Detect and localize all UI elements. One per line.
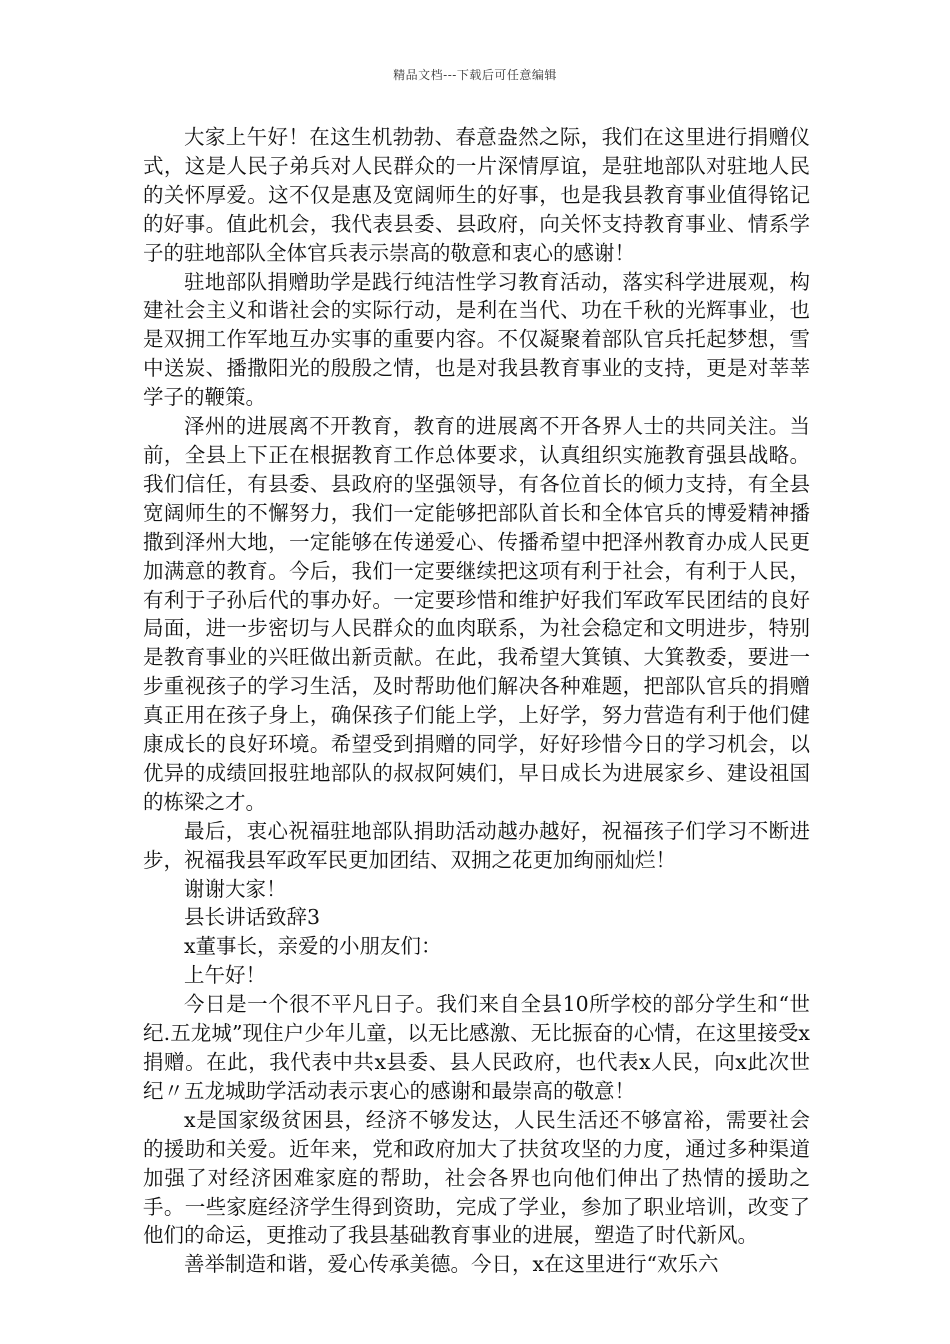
paragraph-extraordinary-day: 今日是一个很不平凡日子。我们来自全县10所学校的部分学生和“世纪.五龙城”现住户少年儿童，以无比感激、无比振奋的心情，在这里接受x捐赠。在此，我代表中共x县委、县人民政府，也代表x人民，向x此次世纪〃五龙城助学活动表示衷心的感谢和最崇高的敬意！: [143, 992, 810, 1103]
paragraph-good-deeds: 善举制造和谐，爱心传承美德。今日，x在这里进行“欢乐六: [184, 1252, 719, 1277]
paragraph-opening-greeting: 大家上午好！在这生机勃勃、春意盎然之际，我们在这里进行捐赠仪式，这是人民子弟兵对人民群众的一片深情厚谊，是驻地部队对驻地人民的关怀厚爱。这不仅是惠及宽阔师生的好事，也是我县教育事业值得铭记的好事。值此机会，我代表县委、县政府，向关怀支持教育事业、情系学子的驻地部队全体官兵表示崇高的敬意和衷心的感谢！: [143, 125, 810, 265]
paragraph-good-morning: 上午好！: [184, 963, 266, 988]
document-body: [143, 123, 810, 1279]
paragraph-poverty-county: x是国家级贫困县，经济不够发达，人民生活还不够富裕，需要社会的援助和关爱。近年来，党和政府加大了扶贫攻坚的力度，通过多种渠道加强了对经济困难家庭的帮助，社会各界也向他们伸出了热情的援助之手。一些家庭经济学生得到资助，完成了学业，参加了职业培训，改变了他们的命运，更推动了我县基础教育事业的进展，塑造了时代新风。: [143, 1107, 810, 1248]
section-heading: 县长讲话致辞3: [184, 905, 321, 930]
paragraph-donation-significance: 驻地部队捐赠助学是践行纯洁性学习教育活动，落实科学进展观，构建社会主义和谐社会的实际行动，是利在当代、功在千秋的光辉事业，也是双拥工作军地互办实事的重要内容。不仅凝聚着部队官兵托起梦想，雪中送炭、播撒阳光的殷殷之情，也是对我县教育事业的支持，更是对莘莘学子的鞭策。: [143, 269, 810, 410]
paragraph-closing-wishes: 最后，衷心祝福驻地部队捐助活动越办越好，祝福孩子们学习不断进步，祝福我县军政军民更加团结、双拥之花更加绚丽灿烂！: [143, 818, 810, 872]
paragraph-salutation: x董事长，亲爱的小朋友们：: [184, 934, 442, 959]
paragraph-education-development: 泽州的进展离不开教育，教育的进展离不开各界人士的共同关注。当前，全县上下正在根据教育工作总体要求，认真组织实施教育强县战略。我们信任，有县委、县政府的坚强领导，有各位首长的倾力支持，有全县宽阔师生的不懈努力，我们一定能够把部队首长和全体官兵的博爱精神播撒到泽州大地，一定能够在传递爱心、传播希望中把泽州教育办成人民更加满意的教育。今后，我们一定要继续把这项有利于社会，有利于人民，有利于子孙后代的事办好。一定要珍惜和维护好我们军政军民团结的良好局面，进一步密切与人民群众的血肉联系，为社会稳定和文明进步，特别是教育事业的兴旺做出新贡献。在此，我希望大箕镇、大箕教委，要进一步重视孩子的学习生活，及时帮助他们解决各种难题，把部队官兵的捐赠真正用在孩子身上，确保孩子们能上学，上好学，努力营造有利于他们健康成长的良好环境。希望受到捐赠的同学，好好珍惜今日的学习机会，以优异的成绩回报驻地部队的叔叔阿姨们，早日成长为进展家乡、建设祖国的栋梁之才。: [143, 414, 810, 814]
paragraph-thanks: 谢谢大家！: [184, 876, 287, 901]
page-header: 精品文档---下载后可任意编辑: [393, 68, 557, 82]
